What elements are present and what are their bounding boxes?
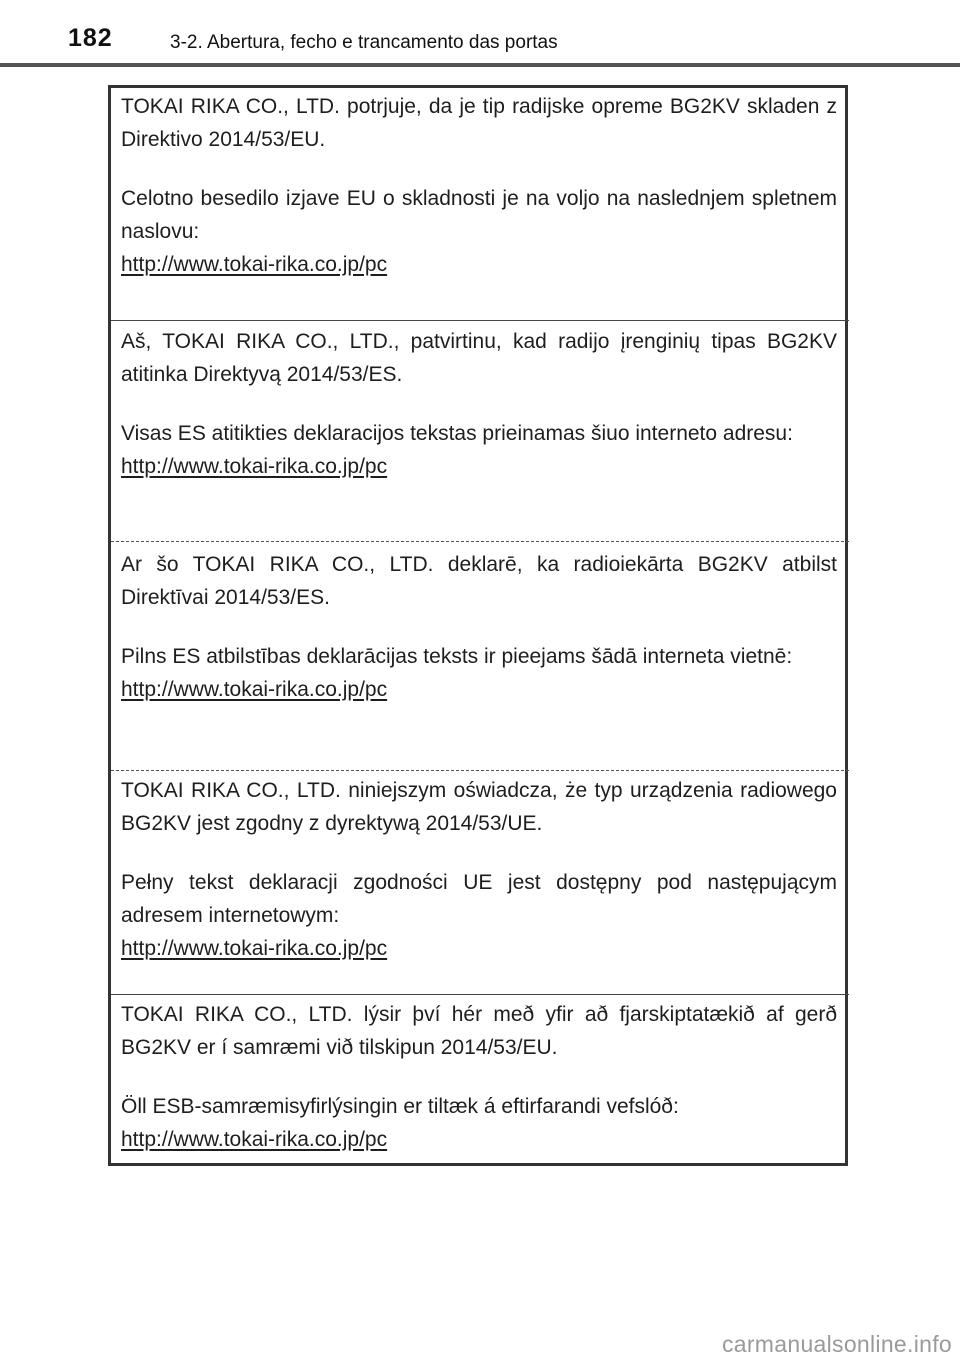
declaration-statement: Ar šo TOKAI RIKA CO., LTD. deklarē, ka radioiekārta BG2KV atbilst Direktīvai 2014/53/ES. <box>121 553 837 609</box>
page-number: 182 <box>68 24 113 52</box>
declaration-url-link[interactable]: http://www.tokai-rika.co.jp/pc <box>121 1128 388 1151</box>
declaration-availability: Pełny tekst deklaracji zgodności UE jest dostępny pod następującym adresem internetowym: <box>121 871 837 927</box>
declarations-box <box>108 85 848 1166</box>
declaration-polish <box>121 774 837 965</box>
divider <box>111 541 849 542</box>
page-header <box>0 0 960 66</box>
watermark: carmanualsonline.info <box>721 1331 952 1357</box>
declaration-url-link[interactable]: http://www.tokai-rika.co.jp/pc <box>121 253 388 276</box>
divider <box>111 320 849 321</box>
header-rule <box>0 63 960 67</box>
declaration-availability: Celotno besedilo izjave EU o skladnosti je na voljo na naslednjem spletnem naslovu: <box>121 187 837 243</box>
divider <box>111 994 849 995</box>
divider <box>111 770 849 771</box>
declaration-statement: TOKAI RIKA CO., LTD. niniejszym oświadcza, że typ urządzenia radiowego BG2KV jest zgodny z dyrektywą 2014/53/UE. <box>121 779 837 835</box>
declaration-availability: Pilns ES atbilstības deklarācijas teksts ir pieejams šādā interneta vietnē: <box>121 645 793 668</box>
declaration-lithuanian <box>121 325 837 483</box>
declaration-url-link[interactable]: http://www.tokai-rika.co.jp/pc <box>121 678 388 701</box>
section-title: 3-2. Abertura, fecho e trancamento das portas <box>170 32 558 53</box>
declaration-availability: Öll ESB-samræmisyfirlýsingin er tiltæk á eftirfarandi vefslóð: <box>121 1095 679 1118</box>
declaration-statement: TOKAI RIKA CO., LTD. lýsir því hér með yfir að fjarskiptatækið af gerð BG2KV er í samræmi við tilskipun 2014/53/EU. <box>121 1003 837 1059</box>
declaration-url-link[interactable]: http://www.tokai-rika.co.jp/pc <box>121 455 388 478</box>
declaration-latvian <box>121 548 837 706</box>
declaration-url-link[interactable]: http://www.tokai-rika.co.jp/pc <box>121 937 388 960</box>
declaration-availability: Visas ES atitikties deklaracijos tekstas prieinamas šiuo interneto adresu: <box>121 422 793 445</box>
declaration-statement: TOKAI RIKA CO., LTD. potrjuje, da je tip radijske opreme BG2KV skladen z Direktivo 2014/53/EU. <box>121 95 837 151</box>
declaration-slovenian <box>121 90 837 281</box>
declaration-icelandic <box>121 998 837 1156</box>
declaration-statement: Aš, TOKAI RIKA CO., LTD., patvirtinu, kad radijo įrenginių tipas BG2KV atitinka Direktyvą 2014/53/ES. <box>121 330 837 386</box>
